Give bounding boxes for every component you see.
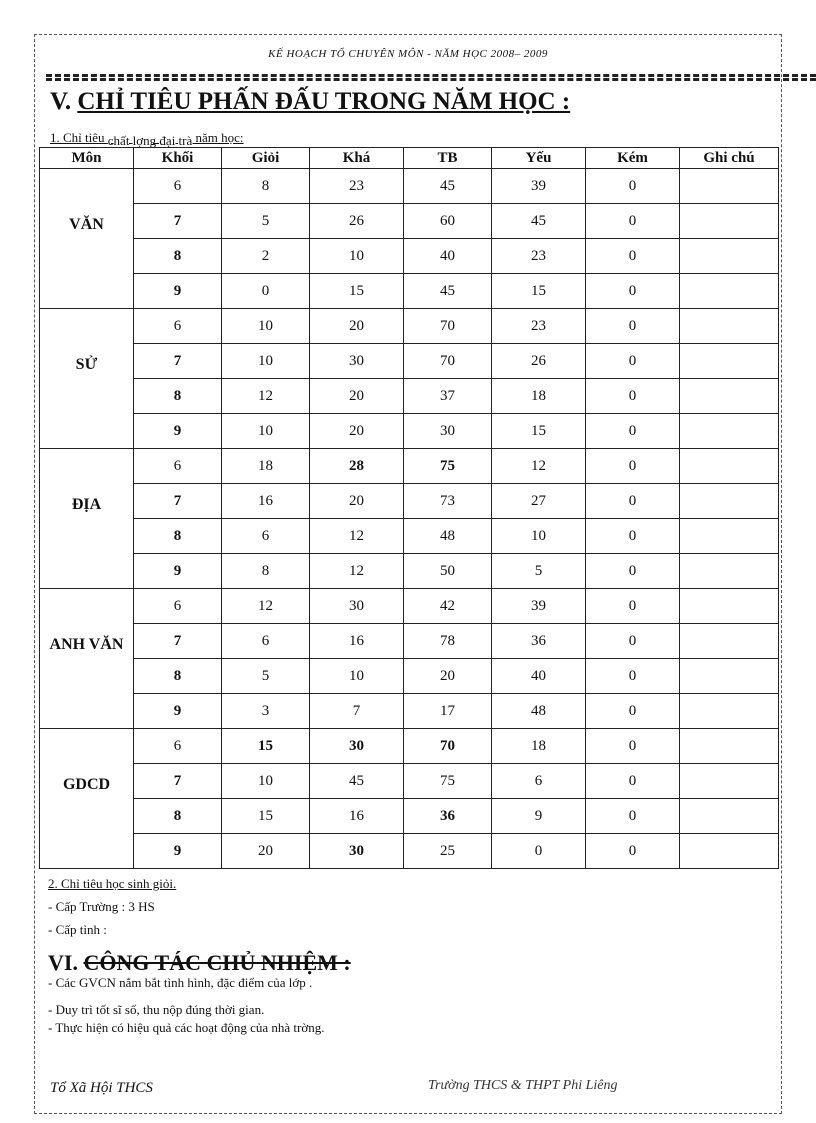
grade-cell: 9 [134,834,222,869]
table-row [40,554,779,589]
poor-cell: 0 [586,204,680,239]
grade-cell: 8 [134,239,222,274]
subject-cell [40,169,134,309]
excellent-cell: 20 [222,834,310,869]
table-row [40,309,779,344]
section-6-title [48,950,351,976]
excellent-cell: 10 [222,344,310,379]
notes-cell [680,799,779,834]
excellent-cell: 8 [222,169,310,204]
good-cell: 30 [310,729,404,764]
section-6-prefix: VI. [48,950,84,975]
table-row [40,449,779,484]
table-header-row [40,148,779,169]
table-row [40,834,779,869]
notes-cell [680,169,779,204]
average-cell: 30 [404,414,492,449]
average-cell: 40 [404,239,492,274]
col-header-weak: Yếu [492,148,586,169]
grade-cell: 9 [134,554,222,589]
header-divider [46,74,816,81]
average-cell: 75 [404,449,492,484]
excellent-cell: 12 [222,589,310,624]
good-cell: 23 [310,169,404,204]
notes-cell [680,624,779,659]
notes-cell [680,589,779,624]
notes-cell [680,449,779,484]
excellent-cell: 10 [222,414,310,449]
poor-cell: 0 [586,834,680,869]
poor-cell: 0 [586,519,680,554]
excellent-cell: 8 [222,554,310,589]
table-row [40,239,779,274]
poor-cell: 0 [586,414,680,449]
poor-cell: 0 [586,729,680,764]
notes-cell [680,239,779,274]
section-5-title [50,88,570,116]
weak-cell: 5 [492,554,586,589]
poor-cell: 0 [586,169,680,204]
grade-cell: 6 [134,589,222,624]
province-level-target: - Cấp tỉnh : [48,922,107,937]
excellent-cell: 12 [222,379,310,414]
poor-cell: 0 [586,309,680,344]
subject-name: VĂN [69,216,104,233]
good-cell: 10 [310,659,404,694]
weak-cell: 45 [492,204,586,239]
average-cell: 78 [404,624,492,659]
duty-item: - Thực hiện có hiệu quả các hoạt động của nhà trờng. [48,1020,325,1035]
notes-cell [680,729,779,764]
excellent-cell: 10 [222,309,310,344]
average-cell: 75 [404,764,492,799]
table-row [40,729,779,764]
col-header-poor: Kém [586,148,680,169]
poor-cell: 0 [586,379,680,414]
good-cell: 16 [310,799,404,834]
subject-name: ANH VĂN [49,636,124,653]
notes-cell [680,834,779,869]
excellent-cell: 6 [222,519,310,554]
weak-cell: 18 [492,729,586,764]
weak-cell: 12 [492,449,586,484]
average-cell: 36 [404,799,492,834]
excellent-cell: 18 [222,449,310,484]
average-cell: 17 [404,694,492,729]
grade-cell: 9 [134,694,222,729]
average-cell: 60 [404,204,492,239]
notes-cell [680,694,779,729]
col-header-grade: Khối [134,148,222,169]
weak-cell: 27 [492,484,586,519]
poor-cell: 0 [586,764,680,799]
grade-cell: 8 [134,519,222,554]
notes-cell [680,379,779,414]
weak-cell: 23 [492,309,586,344]
weak-cell: 9 [492,799,586,834]
table-row [40,519,779,554]
notes-cell [680,554,779,589]
section-5-prefix: V. [50,88,78,115]
col-header-excellent: Giỏi [222,148,310,169]
weak-cell: 40 [492,659,586,694]
average-cell: 70 [404,344,492,379]
grade-cell: 7 [134,484,222,519]
average-cell: 70 [404,729,492,764]
grade-cell: 8 [134,799,222,834]
poor-cell: 0 [586,484,680,519]
poor-cell: 0 [586,274,680,309]
targets-table [39,147,779,869]
average-cell: 70 [404,309,492,344]
weak-cell: 15 [492,414,586,449]
col-header-subject: Môn [40,148,134,169]
notes-cell [680,659,779,694]
good-cell: 10 [310,239,404,274]
good-cell: 30 [310,344,404,379]
grade-cell: 6 [134,169,222,204]
excellent-cell: 2 [222,239,310,274]
grade-cell: 6 [134,449,222,484]
notes-cell [680,414,779,449]
good-cell: 26 [310,204,404,239]
notes-cell [680,274,779,309]
table-row [40,274,779,309]
average-cell: 20 [404,659,492,694]
excellent-cell: 15 [222,729,310,764]
notes-cell [680,484,779,519]
excellent-cell: 5 [222,204,310,239]
subject-cell [40,589,134,729]
school-level-target: - Cấp Trường : 3 HS [48,899,155,914]
good-cell: 20 [310,379,404,414]
notes-cell [680,764,779,799]
duty-item: - Duy trì tốt sĩ số, thu nộp đúng thời gian. [48,1002,265,1017]
good-cell: 20 [310,484,404,519]
duty-item: - Các GVCN nắm bắt tình hình, đặc điểm của lớp . [48,975,313,990]
weak-cell: 18 [492,379,586,414]
col-header-good: Khá [310,148,404,169]
excellent-cell: 16 [222,484,310,519]
table-row [40,799,779,834]
weak-cell: 39 [492,589,586,624]
subject-cell [40,449,134,589]
grade-cell: 6 [134,729,222,764]
table-row [40,414,779,449]
weak-cell: 39 [492,169,586,204]
col-header-average: TB [404,148,492,169]
table-row [40,764,779,799]
excellent-cell: 15 [222,799,310,834]
notes-cell [680,519,779,554]
grade-cell: 7 [134,204,222,239]
grade-cell: 7 [134,764,222,799]
good-cell: 12 [310,519,404,554]
good-cell: 12 [310,554,404,589]
good-cell: 15 [310,274,404,309]
excellent-cell: 10 [222,764,310,799]
average-cell: 73 [404,484,492,519]
table-row [40,694,779,729]
poor-cell: 0 [586,799,680,834]
weak-cell: 15 [492,274,586,309]
gifted-target-heading: 2. Chỉ tiêu học sinh giỏi. [48,876,177,891]
excellent-cell: 6 [222,624,310,659]
table-row [40,659,779,694]
poor-cell: 0 [586,449,680,484]
poor-cell: 0 [586,344,680,379]
section-5-heading: CHỈ TIÊU PHẤN ĐẤU TRONG NĂM HỌC : [77,88,571,115]
average-cell: 48 [404,519,492,554]
poor-cell: 0 [586,624,680,659]
grade-cell: 6 [134,309,222,344]
poor-cell: 0 [586,239,680,274]
footer-school: Trường THCS & THPT Phi Liêng [428,1078,618,1093]
good-cell: 30 [310,589,404,624]
excellent-cell: 0 [222,274,310,309]
weak-cell: 6 [492,764,586,799]
average-cell: 50 [404,554,492,589]
section-6-heading: CÔNG TÁC CHỦ NHIỆM : [83,950,351,975]
weak-cell: 23 [492,239,586,274]
quality-target-part-a: 1. Chỉ tiêu [50,130,108,145]
table-row [40,344,779,379]
good-cell: 20 [310,309,404,344]
notes-cell [680,344,779,379]
subject-cell [40,309,134,449]
notes-cell [680,309,779,344]
poor-cell: 0 [586,694,680,729]
subject-name: GDCD [62,776,111,793]
weak-cell: 26 [492,344,586,379]
notes-cell [680,204,779,239]
weak-cell: 10 [492,519,586,554]
poor-cell: 0 [586,554,680,589]
weak-cell: 36 [492,624,586,659]
grade-cell: 7 [134,344,222,379]
good-cell: 20 [310,414,404,449]
subject-name: SỬ [75,356,98,373]
table-row [40,624,779,659]
table-row [40,484,779,519]
excellent-cell: 3 [222,694,310,729]
grade-cell: 9 [134,414,222,449]
table-body [40,169,779,869]
average-cell: 45 [404,274,492,309]
table-row [40,169,779,204]
average-cell: 42 [404,589,492,624]
quality-target-part-b: chất lợng đại trà [107,133,196,148]
average-cell: 37 [404,379,492,414]
excellent-cell: 5 [222,659,310,694]
document-header: KẾ HOẠCH TỔ CHUYÊN MÔN - NĂM HỌC 2008– 2009 [268,48,548,60]
footer-department: Tổ Xã Hội THCS [50,1080,153,1096]
table-row [40,379,779,414]
good-cell: 16 [310,624,404,659]
weak-cell: 48 [492,694,586,729]
average-cell: 45 [404,169,492,204]
good-cell: 28 [310,449,404,484]
weak-cell: 0 [492,834,586,869]
poor-cell: 0 [586,659,680,694]
good-cell: 45 [310,764,404,799]
subject-name: ĐỊA [71,496,102,513]
good-cell: 7 [310,694,404,729]
grade-cell: 9 [134,274,222,309]
table-row [40,204,779,239]
good-cell: 30 [310,834,404,869]
quality-target-heading [50,130,244,146]
grade-cell: 7 [134,624,222,659]
grade-cell: 8 [134,659,222,694]
col-header-notes: Ghi chú [680,148,779,169]
table-row [40,589,779,624]
quality-target-part-c: năm học: [195,130,244,145]
grade-cell: 8 [134,379,222,414]
average-cell: 25 [404,834,492,869]
poor-cell: 0 [586,589,680,624]
subject-cell [40,729,134,869]
